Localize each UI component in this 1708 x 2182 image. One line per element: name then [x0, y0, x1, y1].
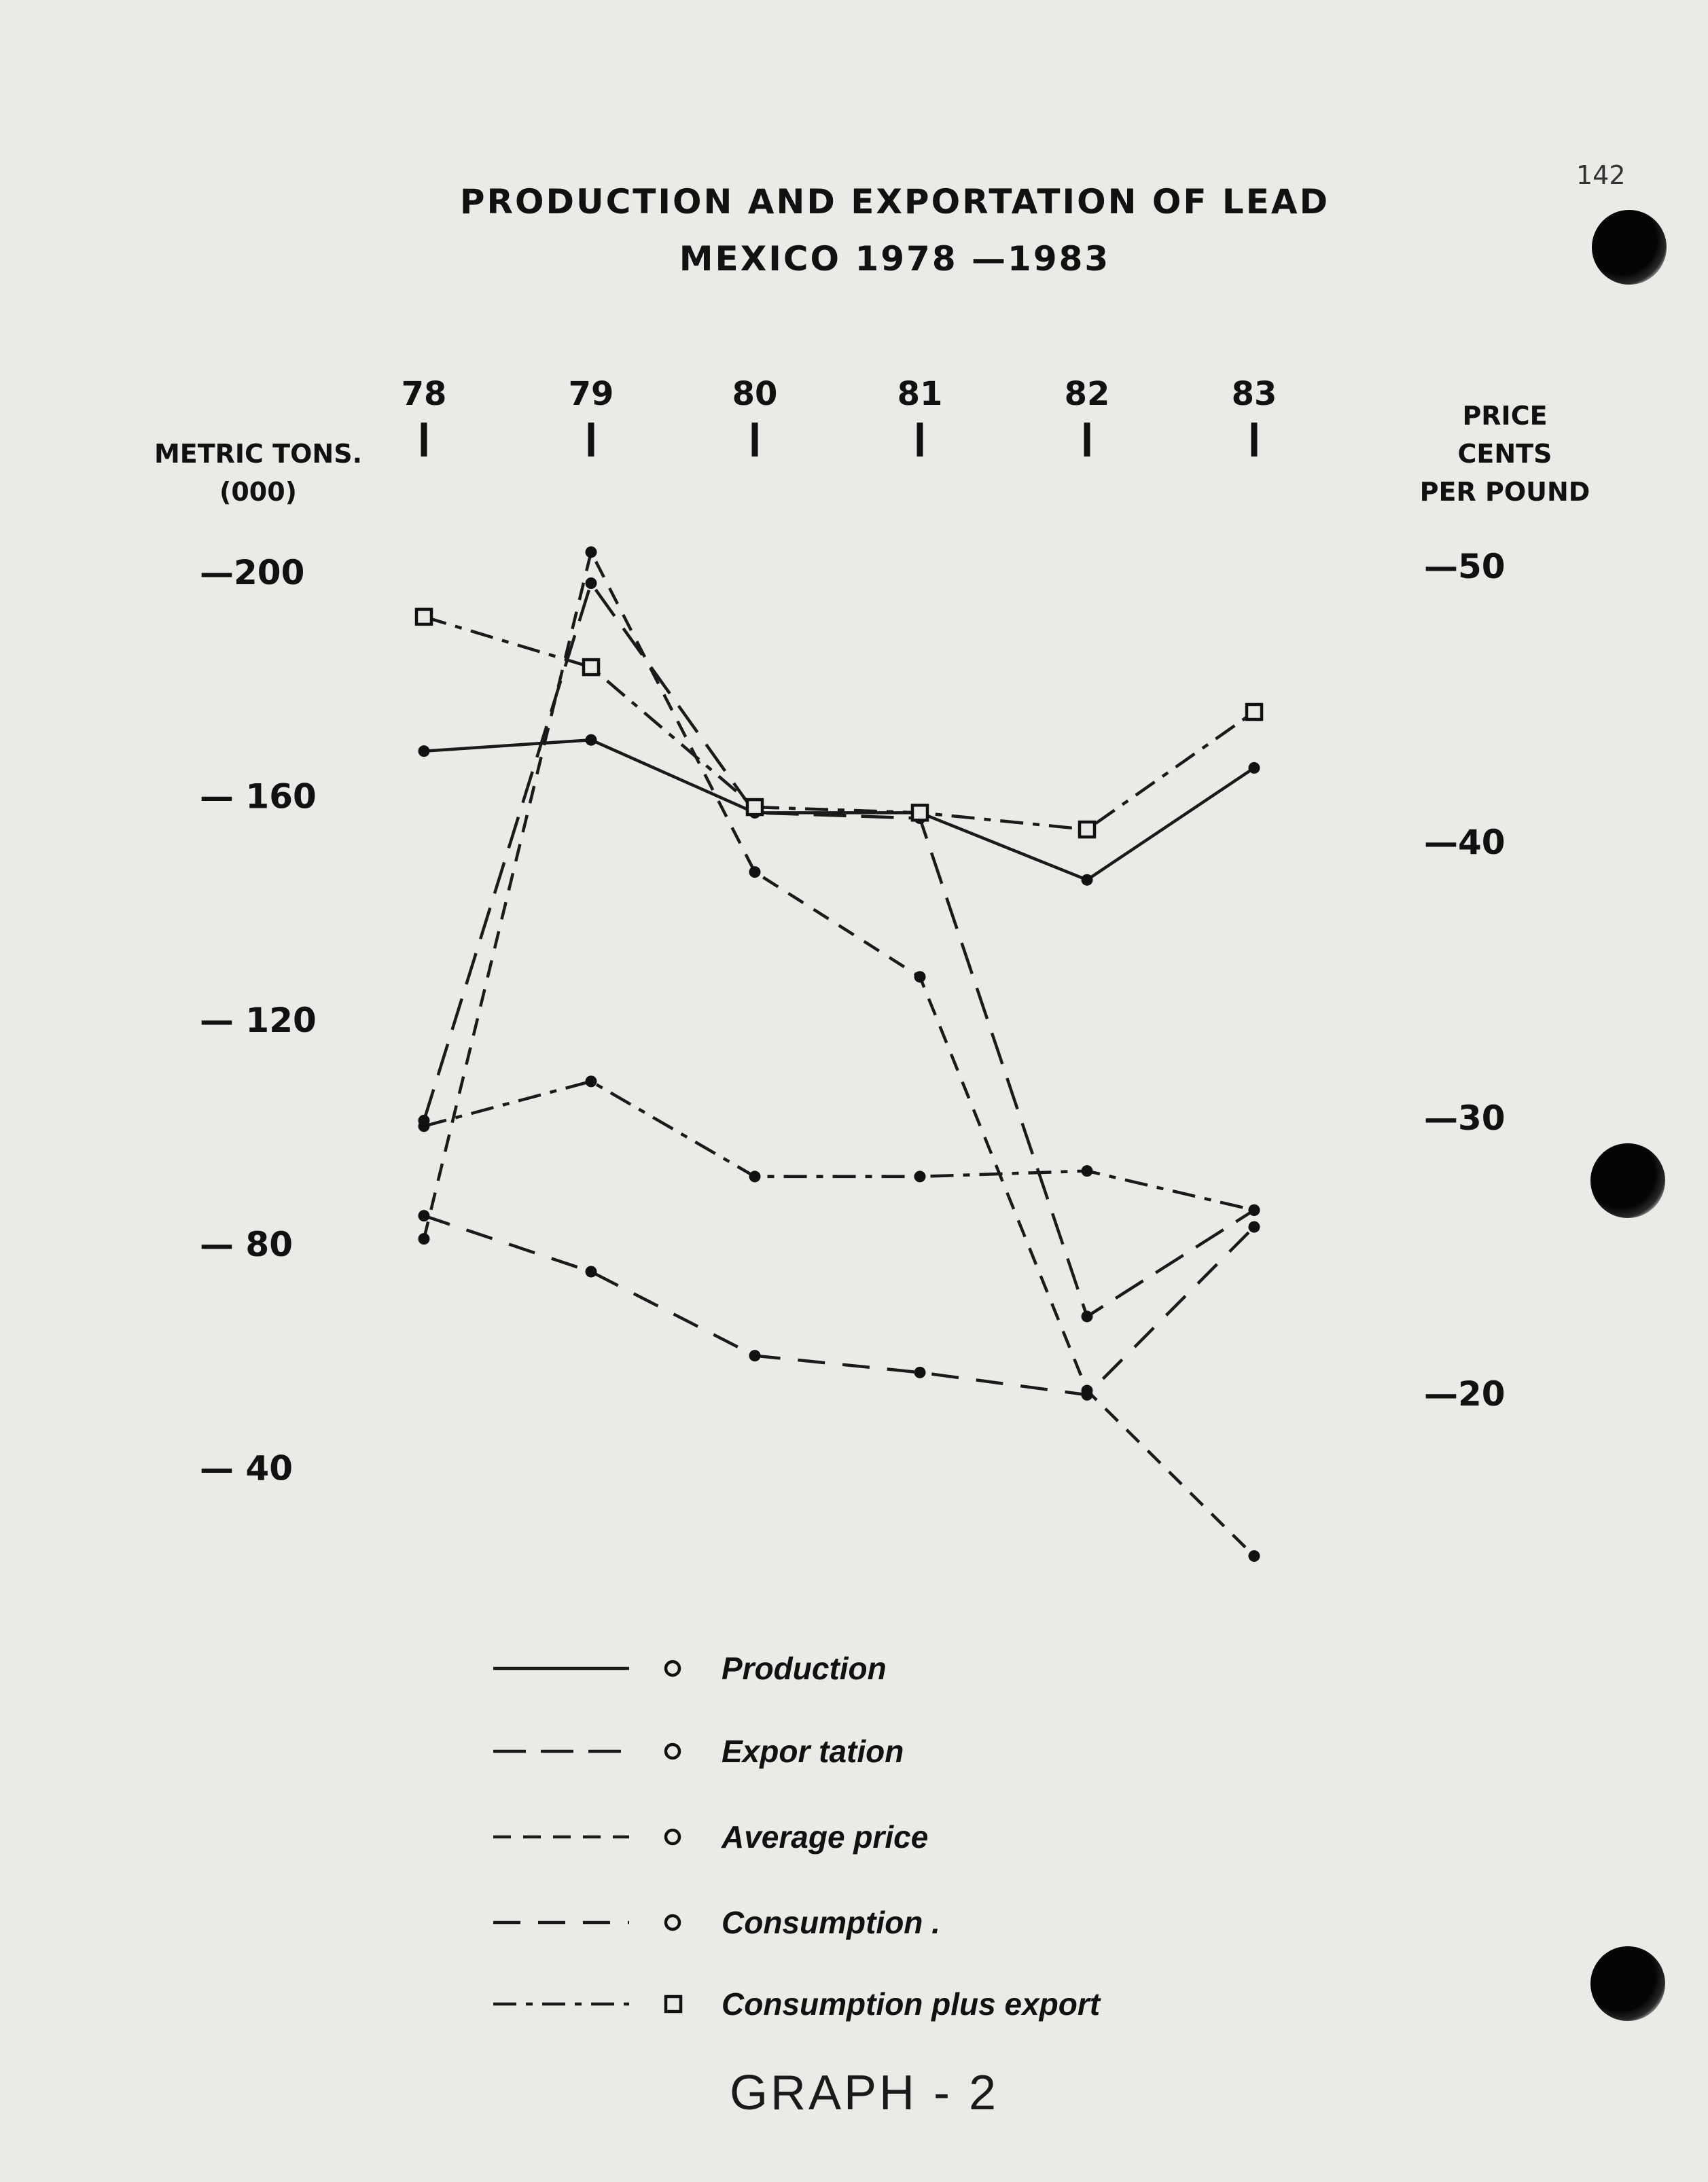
data-point-exportation	[586, 577, 597, 589]
data-point-consumption	[586, 1266, 597, 1278]
year-tick-label: 83	[1231, 375, 1277, 413]
data-point-average-price	[1249, 1550, 1260, 1562]
data-point-consumption-plus-export	[584, 660, 599, 675]
data-point-consumption	[1082, 1389, 1093, 1401]
left-axis-tick-label: — 120	[200, 1001, 317, 1041]
chart-subtitle: MEXICO 1978 —1983	[679, 239, 1111, 279]
data-point-average-price	[419, 1233, 430, 1245]
data-point-production	[1249, 762, 1260, 774]
binder-hole	[1590, 1946, 1665, 2021]
data-point-production	[419, 745, 430, 757]
right-axis-tick-label: —50	[1424, 547, 1506, 586]
page-number: 142	[1576, 160, 1626, 190]
legend-swatch-marker	[666, 1745, 679, 1758]
year-axis	[402, 375, 1277, 457]
data-point-consumption	[1249, 1204, 1260, 1216]
data-point-production	[586, 734, 597, 746]
data-point-consumption	[1082, 1165, 1093, 1177]
binder-hole	[1592, 210, 1667, 285]
data-point-average-price	[914, 971, 926, 982]
left-axis-tick-label: —200	[200, 553, 305, 592]
left-axis-tick-label: — 80	[200, 1224, 293, 1264]
right-axis-tick-label: —30	[1424, 1098, 1506, 1138]
data-point-consumption-plus-export	[912, 805, 927, 820]
right-axis-title-line: PER POUND	[1419, 477, 1590, 507]
series-layer	[416, 546, 1262, 1562]
year-tick-label: 80	[732, 375, 778, 413]
data-point-consumption	[749, 1170, 761, 1182]
right-axis-title-line: CENTS	[1457, 439, 1552, 469]
data-point-consumption	[914, 1367, 926, 1378]
data-point-consumption-plus-export	[1247, 704, 1262, 719]
right-axis-tick-label: —40	[1424, 823, 1506, 862]
series-line-consumption-plus-export	[424, 617, 1254, 829]
year-tick-label: 79	[568, 375, 614, 413]
year-tick-label: 81	[897, 375, 943, 413]
chart-title: PRODUCTION AND EXPORTATION OF LEAD	[459, 182, 1330, 221]
legend-swatch-marker	[666, 1830, 679, 1844]
left-axis-tick-label: — 40	[200, 1448, 293, 1488]
legend-label: Production	[722, 1651, 887, 1686]
data-point-consumption	[1249, 1221, 1260, 1233]
legend-label: Consumption plus export	[722, 1986, 1101, 2022]
data-point-consumption	[586, 1075, 597, 1087]
data-point-consumption-plus-export	[416, 609, 431, 624]
legend-swatch-marker	[666, 1662, 679, 1675]
left-axis-title-line: (000)	[219, 477, 298, 507]
data-point-consumption	[749, 1350, 761, 1361]
left-axis-title-line: METRIC TONS.	[154, 439, 363, 469]
series-line-consumption	[424, 1216, 1254, 1395]
legend-swatch-marker	[666, 1997, 681, 2011]
legend-label: Expor tation	[722, 1734, 904, 1769]
data-point-consumption-plus-export	[1080, 822, 1095, 837]
series-line-exportation	[424, 583, 1254, 1316]
data-point-consumption	[914, 1170, 926, 1182]
data-point-exportation	[1082, 1310, 1093, 1322]
data-point-consumption	[419, 1120, 430, 1132]
left-axis-tick-label: — 160	[200, 776, 317, 817]
data-point-average-price	[586, 546, 597, 558]
graph-label: GRAPH - 2	[729, 2066, 999, 2120]
right-axis-title-line: PRICE	[1462, 401, 1548, 431]
right-axis-tick-label: —20	[1424, 1374, 1506, 1414]
legend-swatch-marker	[666, 1916, 679, 1929]
right-axis	[1424, 547, 1506, 1414]
legend-label: Average price	[722, 1819, 929, 1855]
data-point-consumption-plus-export	[747, 800, 762, 815]
series-line-consumption	[424, 1081, 1254, 1211]
data-point-average-price	[749, 866, 761, 878]
year-tick-label: 82	[1064, 375, 1110, 413]
data-point-consumption	[419, 1210, 430, 1221]
legend	[493, 1651, 1101, 2022]
legend-label: Consumption .	[722, 1905, 940, 1940]
binder-hole	[1590, 1143, 1665, 1218]
series-line-average-price	[424, 552, 1254, 1556]
data-point-production	[1082, 874, 1093, 886]
year-tick-label: 78	[401, 375, 447, 413]
left-axis	[200, 553, 317, 1488]
